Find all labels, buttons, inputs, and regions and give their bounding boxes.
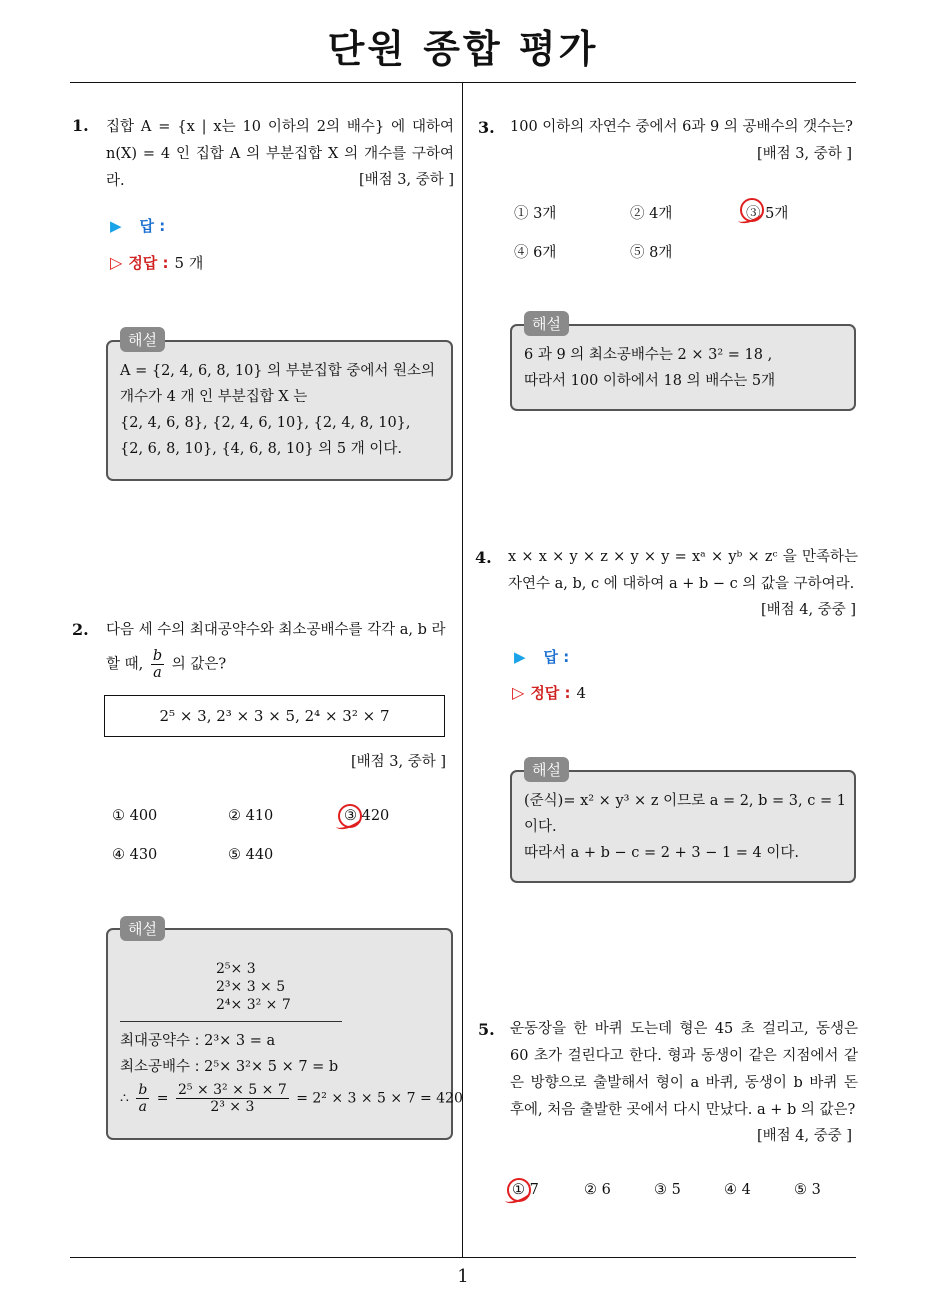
question-4-number: 4. xyxy=(475,548,492,567)
solution-tab: 해설 xyxy=(120,327,165,352)
question-3-number: 3. xyxy=(478,118,495,137)
question-3-solution-box xyxy=(510,324,856,411)
solution-line: 이다. xyxy=(524,819,557,835)
question-3-meta: [배점 3, 중하 ] xyxy=(756,146,852,162)
gcd-row: 최대공약수 : 2³× 3 = a xyxy=(120,1033,276,1049)
lcm-row: 최소공배수 : 2⁵× 3²× 5 × 7 = b xyxy=(120,1059,339,1075)
question-5-meta: [배점 4, 중중 ] xyxy=(756,1128,852,1144)
question-2-text xyxy=(106,617,454,681)
question-3-text: 100 이하의 자연수 중에서 6과 9 의 공배수의 갯수는? xyxy=(510,119,853,135)
correct-value: 5 개 xyxy=(174,254,204,272)
factor-divider xyxy=(120,1021,342,1022)
question-1-text: 집합 A = {x | x는 10 이하의 2의 배수} 에 대하여 n(X) = 4 인 집합 A 의 부분집합 X 의 개수를 구하여라. xyxy=(106,119,454,189)
factor-rows xyxy=(216,960,291,1014)
question-1-meta: [배점 3, 중하 ] xyxy=(358,172,454,188)
question-4-correct-row xyxy=(512,682,586,703)
factor-row: 2³× 3 × 5 xyxy=(216,979,286,995)
triangle-outline-icon: ▷ xyxy=(110,253,123,272)
solution-line: 개수가 4 개 인 부분집합 X 는 xyxy=(120,389,308,405)
answer-circle-mark xyxy=(740,198,764,222)
choice-3[interactable]: ③ 420 xyxy=(344,808,390,824)
footer-rule xyxy=(70,1257,856,1258)
choice-5[interactable]: ⑤ 8개 xyxy=(630,245,673,261)
choice-3[interactable]: ③ 5개 xyxy=(746,206,789,222)
header-rule xyxy=(70,82,856,83)
solution-tab: 해설 xyxy=(120,916,165,941)
solution-line: A = {2, 4, 6, 8, 10} 의 부분집합 중에서 원소의 xyxy=(120,363,436,379)
page-number: 1 xyxy=(457,1266,469,1287)
fraction-b-over-a: $\frac{b}{a}$ xyxy=(152,648,163,681)
choice-5[interactable]: ⑤ 440 xyxy=(228,847,274,863)
question-4-answer-row xyxy=(514,646,569,667)
question-2-pre: 할 때, xyxy=(106,656,144,673)
choice-2[interactable]: ② 6 xyxy=(584,1182,611,1198)
question-2-line-2 xyxy=(106,648,454,681)
final-equation: ∴ $\frac{b}{a}$ = $\frac{\text{2⁵ × 3² × 5 × 7}}{\text{2³ × 3}}$ = 2² × 3 × 5 × 7 = 420 xyxy=(120,1082,463,1115)
question-5-number: 5. xyxy=(478,1020,495,1039)
question-2-number: 2. xyxy=(72,620,89,639)
gcd-lcm-rows xyxy=(120,1028,338,1080)
answer-circle-mark xyxy=(507,1178,531,1202)
choice-2[interactable]: ② 410 xyxy=(228,808,274,824)
solution-line: (준식)= x² × y³ × z 이므로 a = 2, b = 3, c = 1 xyxy=(524,793,846,809)
choice-2[interactable]: ② 4개 xyxy=(630,206,673,222)
question-4-meta: [배점 4, 중중 ] xyxy=(760,602,856,618)
question-1-solution-box xyxy=(106,340,453,481)
choice-4[interactable]: ④ 430 xyxy=(112,847,158,863)
question-1-answer-row xyxy=(110,215,165,236)
choice-1[interactable]: ① 400 xyxy=(112,808,158,824)
solution-line: 따라서 a + b − c = 2 + 3 − 1 = 4 이다. xyxy=(524,845,800,861)
question-2-post: 의 값은? xyxy=(171,656,227,673)
solution-text xyxy=(524,788,849,866)
answer-label: 답 : xyxy=(543,648,570,666)
triangle-outline-icon: ▷ xyxy=(512,683,525,702)
solution-text xyxy=(120,358,445,462)
play-icon: ▶ xyxy=(514,648,526,666)
correct-value: 4 xyxy=(576,684,587,702)
solution-line: {2, 4, 6, 8}, {2, 4, 6, 10}, {2, 4, 8, 10}, xyxy=(120,415,411,431)
question-2-formula-box: 2⁵ × 3, 2³ × 3 × 5, 2⁴ × 3² × 7 xyxy=(104,695,445,737)
solution-tab: 해설 xyxy=(524,311,569,336)
answer-circle-mark xyxy=(338,804,362,828)
factor-row: 2⁵× 3 xyxy=(216,961,256,977)
choice-5[interactable]: ⑤ 3 xyxy=(794,1182,821,1198)
question-5-text: 운동장을 한 바퀴 도는데 형은 45 초 걸리고, 동생은 60 초가 걸린다고 한다. 형과 동생이 같은 지점에서 같은 방향으로 출발해서 형이 a 바퀴, 동생이 b 바퀴 돈 후에, 처음 출발한 곳에서 다시 만났다. a + b 의 값은? xyxy=(510,1021,858,1118)
question-2-meta: [배점 3, 중하 ] xyxy=(350,754,446,770)
choice-4[interactable]: ④ 4 xyxy=(724,1182,751,1198)
choice-1[interactable]: ① 3개 xyxy=(514,206,557,222)
solution-line: {2, 6, 8, 10}, {4, 6, 8, 10} 의 5 개 이다. xyxy=(120,441,402,457)
choice-4[interactable]: ④ 6개 xyxy=(514,245,557,261)
factor-row: 2⁴× 3² × 7 xyxy=(216,997,291,1013)
solution-line: 6 과 9 의 최소공배수는 2 × 3² = 18 , xyxy=(524,347,773,363)
solution-tab: 해설 xyxy=(524,757,569,782)
correct-label: 정답 : xyxy=(128,254,169,272)
question-1-correct-row xyxy=(110,252,203,273)
choice-1[interactable]: ① 7 xyxy=(512,1182,539,1198)
correct-label: 정답 : xyxy=(530,684,571,702)
question-4-solution-box xyxy=(510,770,856,883)
answer-label: 답 : xyxy=(139,217,166,235)
play-icon: ▶ xyxy=(110,217,122,235)
page-title: 단원 종합 평가 xyxy=(327,27,599,71)
question-2-line-1: 다음 세 수의 최대공약수와 최소공배수를 각각 a, b 라 xyxy=(106,622,446,638)
question-4-text: x × x × y × z × y × y = xᵃ × yᵇ × zᶜ 을 만족하는 자연수 a, b, c 에 대하여 a + b − c 의 값을 구하여라. xyxy=(508,549,858,592)
solution-text xyxy=(524,342,849,394)
choice-3[interactable]: ③ 5 xyxy=(654,1182,681,1198)
question-2-solution-box xyxy=(106,928,463,1140)
solution-line: 따라서 100 이하에서 18 의 배수는 5개 xyxy=(524,373,776,389)
question-1-number: 1. xyxy=(72,116,89,135)
